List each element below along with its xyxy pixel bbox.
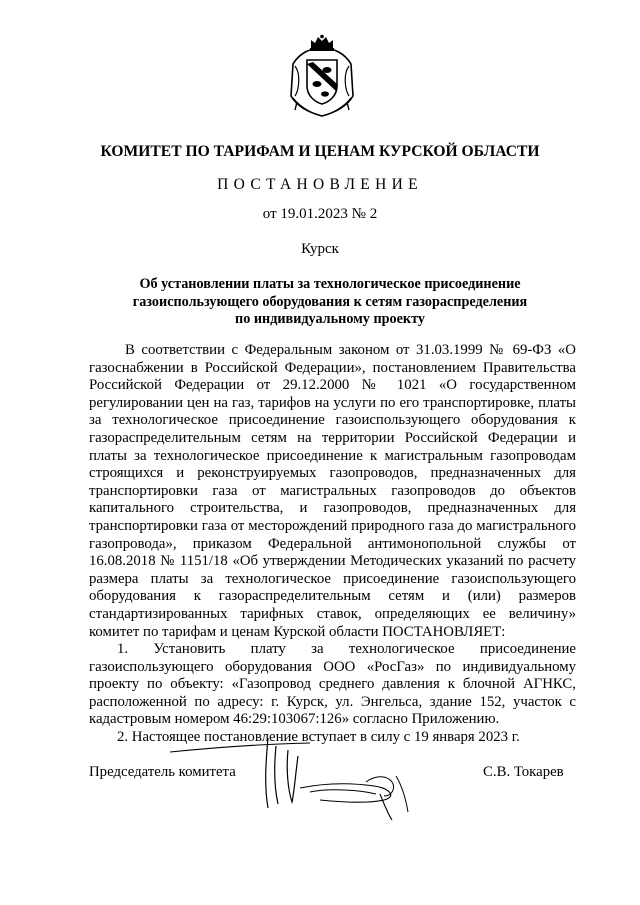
title-line: Об установлении платы за технологическое присоединение bbox=[139, 276, 521, 292]
document-type: ПОСТАНОВЛЕНИЕ bbox=[217, 176, 423, 193]
document-title bbox=[90, 276, 570, 329]
title-line: газоиспользующего оборудования к сетям газораспределения bbox=[132, 293, 528, 310]
document-date-number: от 19.01.2023 № 2 bbox=[262, 206, 378, 222]
signatory-position: Председатель комитета bbox=[89, 764, 236, 780]
document-body bbox=[89, 342, 576, 747]
resolution-item-1: 1. Установить плату за технологическое присоединение газоиспользующего оборудования ООО «РосГаз» по индивидуальному проекту по объекту: «Газопровод среднего давления к блочной АГНКС, расположенной по адресу: г. Курск, ул. Энгельса, здание 152, участок с кадастровым номером 46:29:103067:126» согласно Приложению. bbox=[89, 641, 576, 728]
resolution-item-2: 2. Настоящее постановление вступает в силу с 19 января 2023 г. bbox=[117, 729, 520, 746]
preamble-paragraph: В соответствии с Федеральным законом от 31.03.1999 № 69-ФЗ «О газоснабжении в Российской Федерации», постановлением Правительства Российской Федерации от 29.12.2000 № 1021 «О государственном регулировании цен на газ, тарифов на услуги по его транспортировке, платы за технологическое присоединение газоиспользующего оборудования к газораспределительным сетям на территории Российской Федерации и платы за технологическое присоединение к магистральным газопроводам строящихся и реконструируемых газопроводов, предназначенных для транспортировки газа от магистральных газопроводов до объектов капитального строительства, и газопроводов, предназначенных для транспортировки газа от месторождений природного газа до магистрального газопровода», приказом Федеральной антимонопольной службы от 16.08.2018 № 1151/18 «Об утверждении Методических указаний по расчету размера платы за технологическое присоединение газоиспользующего оборудования к газораспределительным сетям и (или) размеров стандартизированных тарифных ставок, определяющих ее величину» комитет по тарифам и ценам Курской области ПОСТАНОВЛЯЕТ: bbox=[89, 342, 576, 640]
committee-name: КОМИТЕТ ПО ТАРИФАМ И ЦЕНАМ КУРСКОЙ ОБЛАСТИ bbox=[100, 143, 540, 160]
document-city: Курск bbox=[301, 241, 339, 257]
signatory-name: С.В. Токарев bbox=[483, 764, 564, 780]
kursk-coat-of-arms-icon bbox=[287, 34, 357, 120]
title-line: по индивидуальному проекту bbox=[235, 311, 425, 328]
